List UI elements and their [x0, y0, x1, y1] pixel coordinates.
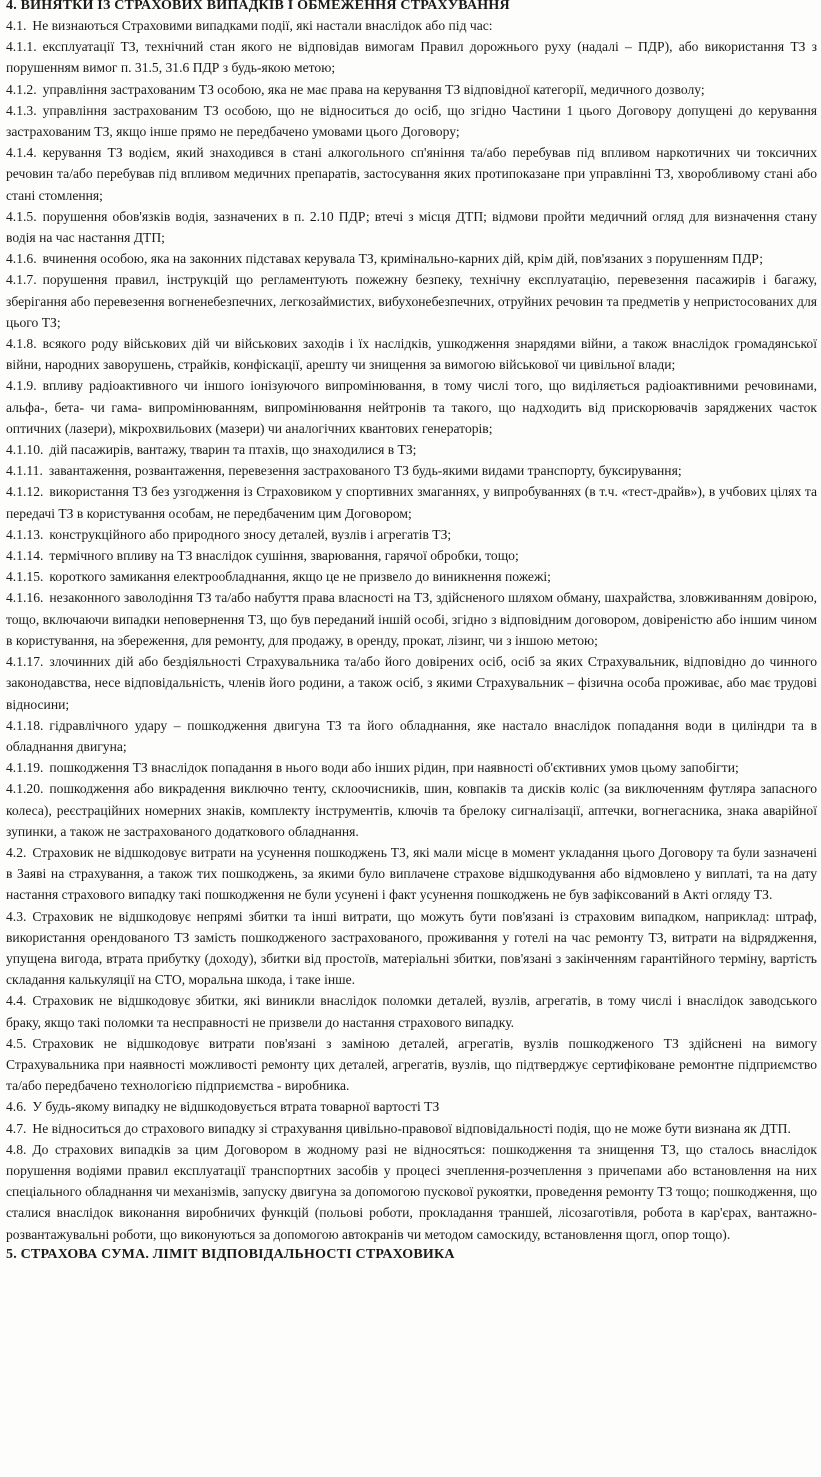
clause-paragraph — [6, 1096, 817, 1117]
clause-number: 4.1. — [6, 18, 27, 33]
clause-text: гідравлічного удару – пошкодження двигуна ТЗ та його обладнання, яке настало внаслідок попадання води в циліндри та в обладнання двигуна; — [6, 717, 817, 754]
clause-number: 4.1.13. — [6, 526, 44, 542]
clause-text: Страховик не відшкодовує витрати пов'язані з заміною деталей, агрегатів, вузлів пошкодженого ТЗ здійснені на вимогу Страхувальника при наявності можливості ремонту цих деталей, агрегатів, вузлів, що підтверджує сертифіковане ремонтне підприємство та/або передбачено технологією підприємства - виробника. — [6, 1035, 817, 1094]
section-4-heading: 4. ВИНЯТКИ ІЗ СТРАХОВИХ ВИПАДКІВ І ОБМЕЖЕННЯ СТРАХУВАННЯ — [6, 0, 510, 13]
clause-paragraph — [6, 566, 817, 587]
clause-paragraph — [6, 439, 817, 460]
clause-number: 4.1.17. — [6, 654, 44, 670]
clause-text: Страховик не відшкодовує збитки, які виникли внаслідок поломки деталей, вузлів, агрегатів, в тому числі і внаслідок заводського браку, якщо такі поломки та несправності не призвели до настання страхового випадку. — [6, 993, 817, 1030]
clause-paragraph — [6, 587, 817, 651]
clause-text: експлуатації ТЗ, технічний стан якого не відповідав вимогам Правил дорожнього руху (надалі – ПДР), або використання ТЗ з порушенням вимог п. 31.5, 31.6 ПДР з будь-якою метою; — [6, 39, 817, 76]
clause-text: порушення обов'язків водія, зазначених в п. 2.10 ПДР; втечі з місця ДТП; відмови пройти медичний огляд для визначення стану водія на час настання ДТП; — [6, 208, 817, 246]
clause-paragraph — [6, 15, 817, 36]
section-4-clauses — [6, 15, 817, 1245]
clause-paragraph — [6, 248, 817, 269]
clause-text: Не визнаються Страховими випадками події, які настали внаслідок або під час: — [32, 18, 493, 33]
clause-number: 4.1.12. — [6, 484, 44, 500]
clause-text: Страховик не відшкодовує непрямі збитки та інші витрати, що можуть бути пов'язані із страховим випадком, наприклад: штраф, використання орендованого ТЗ замість пошкодженого застрахованого, проживання у готелі на час ремонту ТЗ, витрати на відрядження, упущена вигода, втрата прибутку (доходу), збитки від простоїв, матеріальні збитки, пов'язані з закінченням гарантійного терміну, вартість складання калькуляції на СТО, моральна шкода, і таке інше. — [6, 908, 817, 988]
clause-paragraph — [6, 481, 817, 523]
clause-number: 4.1.8. — [6, 336, 37, 352]
clause-text: завантаження, розвантаження, перевезення застрахованого ТЗ будь-якими видами транспорту, буксирування; — [48, 463, 682, 479]
clause-text: пошкодження ТЗ внаслідок попадання в нього води або інших рідин, при наявності об'єктивних умов цьому запобігти; — [49, 760, 739, 776]
clause-paragraph — [6, 79, 817, 100]
clause-number: 4.1.3. — [6, 102, 37, 118]
clause-text: Страховик не відшкодовує витрати на усунення пошкоджень ТЗ, які мали місце в момент укладання цього Договору та були зазначені в Заяві на страхування, а також тих пошкоджень, за якими було виплачене страхове відшкодування або відмовлено у виплаті, та на дату настання страхового випадку такі пошкодження не були усунені і факт усунення пошкоджень не був зафіксований в Акті огляду ТЗ. — [6, 844, 817, 903]
clause-number: 4.1.4. — [6, 145, 37, 161]
clause-number: 4.7. — [6, 1120, 27, 1136]
clause-number: 4.1.19. — [6, 760, 44, 776]
clause-number: 4.1.6. — [6, 251, 37, 267]
clause-text: керування ТЗ водієм, який знаходився в стані алкогольного сп'яніння та/або перебував під впливом наркотичних чи токсичних речовин та/або перебував під впливом медичних препаратів, застосування яких протипоказане при управлінні ТЗ, хворобливому стані або стані стомлення; — [6, 145, 817, 203]
clause-paragraph — [6, 1118, 817, 1139]
clause-text: До страхових випадків за цим Договором в жодному разі не відносяться: пошкодження та знищення ТЗ, що сталось внаслідок порушення водіями правил експлуатації транспортних засобів у процесі зчеплення-розчеплення з причепами або встановлення на них спеціального обладнання чи механізмів, запуску двигуна за допомогою пускової рукоятки, проведення ремонту ТЗ тощо; пошкодження, що сталися внаслідок виконання виробничих функцій (польові роботи, прокладання траншей, лісозаготівля, робота в кар'єрах, вантажно-розвантажувальні роботи, що виконуються за допомогою автокранів чи методом самоскиду, встановлення щогл, опор тощо). — [6, 1141, 817, 1242]
clause-paragraph — [6, 524, 817, 545]
clause-paragraph — [6, 651, 817, 715]
clause-text: дій пасажирів, вантажу, тварин та птахів, що знаходилися в ТЗ; — [49, 442, 417, 458]
clause-paragraph — [6, 375, 817, 439]
clause-number: 4.4. — [6, 993, 27, 1009]
clause-paragraph — [6, 460, 817, 481]
clause-text: пошкодження або викрадення виключно тенту, склоочисників, шин, ковпаків та дисків коліс (за виключенням футляра запасного колеса), реєстраційних номерних знаків, комплекту інструментів, ключів та брелоку сигналізації, аптечки, вогнегасника, знака аварійної зупинки, а також не застрахованого додаткового обладнання. — [6, 781, 817, 839]
clause-number: 4.2. — [6, 844, 27, 860]
clause-text: злочинних дій або бездіяльності Страхувальника та/або його довірених осіб, осіб за яких Страхувальник, відповідно до чинного законодавства, несе відповідальність, членів його родини, а також осіб, з якими Страхувальник – фізична особа проживає, або має трудові відносини; — [6, 654, 817, 712]
clause-text: незаконного заволодіння ТЗ та/або набуття права власності на ТЗ, здійсненого шляхом обману, шахрайства, зловживанням довірою, тощо, включаючи випадки неповернення ТЗ, що був переданий іншій особі, згідно з відповідним договором, довіреністю або іншим чином в користування, на збереження, для ремонту, для продажу, в оренду, прокат, лізинг, чи з іншою метою; — [6, 590, 817, 648]
clause-paragraph — [6, 715, 817, 757]
clause-number: 4.1.18. — [6, 717, 44, 733]
clause-number: 4.8. — [6, 1141, 27, 1157]
clause-text: вчинення особою, яка на законних підставах керувала ТЗ, кримінально-карних дій, крім дій, пов'язаних з порушенням ПДР; — [42, 251, 764, 267]
clause-number: 4.1.2. — [6, 81, 37, 97]
clause-number: 4.1.15. — [6, 569, 44, 585]
clause-number: 4.1.16. — [6, 590, 44, 606]
clause-paragraph — [6, 906, 817, 991]
clause-paragraph — [6, 1033, 817, 1097]
clause-number: 4.1.11. — [6, 463, 43, 479]
clause-text: конструкційного або природного зносу деталей, вузлів і агрегатів ТЗ; — [49, 526, 452, 542]
clause-paragraph — [6, 142, 817, 206]
clause-paragraph — [6, 1139, 817, 1245]
clause-number: 4.1.9. — [6, 378, 37, 394]
clause-paragraph — [6, 269, 817, 333]
clause-number: 4.3. — [6, 908, 27, 924]
clause-text: використання ТЗ без узгодження із Страховиком у спортивних змаганнях, у випробуваннях (в т.ч. «тест-драйв»), в учбових цілях та передачі ТЗ в користування особам, не передбаченим цим Договором; — [6, 484, 817, 521]
clause-paragraph — [6, 757, 817, 778]
clause-number: 4.1.7. — [6, 272, 37, 288]
clause-paragraph — [6, 990, 817, 1032]
clause-paragraph — [6, 100, 817, 142]
clause-number: 4.1.5. — [6, 208, 37, 224]
clause-paragraph — [6, 842, 817, 906]
clause-text: короткого замикання електрообладнання, якщо це не призвело до виникнення пожежі; — [49, 569, 551, 585]
clause-text: всякого роду військових дій чи військових заходів і їх наслідків, ушкодження знарядями війни, а також внаслідок громадянської війни, народних заворушень, страйків, конфіскації, арешту чи знищення за вимогою військової чи цивільної влади; — [6, 336, 817, 373]
clause-text: управління застрахованим ТЗ особою, що не відноситься до осіб, що згідно Частини 1 цього Договору допущені до керування застрахованим ТЗ, якщо інше прямо не передбачено умовами цього Договору; — [6, 102, 817, 140]
clause-text: впливу радіоактивного чи іншого іонізуючого випромінювання, в тому числі того, що виділяється радіоактивними речовинами, альфа-, бета- чи гама- випромінюванням, випромінювання нейтронів та такого, що надходить від прискорювачів заряджених часток оптичних (лазери), мікрохвильових (мазери) чи аналогічних квантових генераторів; — [6, 378, 817, 436]
clause-text: У будь-якому випадку не відшкодовується втрата товарної вартості ТЗ — [32, 1099, 440, 1115]
clause-paragraph — [6, 778, 817, 842]
clause-text: управління застрахованим ТЗ особою, яка не має права на керування ТЗ відповідної категорії, медичного дозволу; — [42, 81, 705, 97]
clause-text: Не відноситься до страхового випадку зі страхування цивільно-правової відповідальності подія, що не може бути визнана як ДТП. — [32, 1120, 791, 1136]
clause-text: порушення правил, інструкцій що регламентують пожежну безпеку, технічну експлуатацію, перевезення пасажирів і багажу, зберігання або перевезення вогненебезпечних, легкозаймистих, вибухонебезпечних, отруйних речовин та предметів у непристосованих для цього ТЗ; — [6, 272, 817, 330]
clause-text: термічного впливу на ТЗ внаслідок сушіння, зварювання, гарячої обробки, тощо; — [49, 548, 519, 564]
clause-paragraph — [6, 545, 817, 566]
clause-paragraph — [6, 333, 817, 375]
clause-number: 4.1.20. — [6, 781, 44, 797]
clause-number: 4.1.14. — [6, 548, 44, 564]
clause-paragraph — [6, 36, 817, 78]
clause-number: 4.5. — [6, 1035, 27, 1051]
clause-number: 4.1.1. — [6, 39, 37, 55]
clause-paragraph — [6, 206, 817, 248]
clause-number: 4.1.10. — [6, 442, 44, 458]
clause-number: 4.6. — [6, 1099, 27, 1115]
section-5-heading: 5. СТРАХОВА СУМА. ЛІМІТ ВІДПОВІДАЛЬНОСТІ СТРАХОВИКА — [6, 1246, 455, 1262]
